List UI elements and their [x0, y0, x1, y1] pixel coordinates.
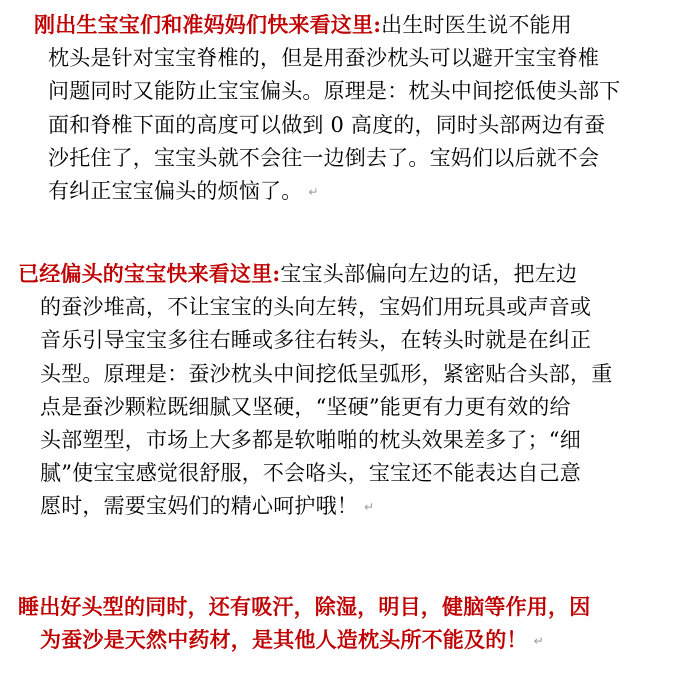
- paragraph-mark-icon: ↵: [533, 634, 544, 649]
- paragraph-mark-icon: ↵: [364, 500, 375, 515]
- heading-newborn: 刚出生宝宝们和准妈妈们快来看这里:: [34, 12, 382, 37]
- paragraph-tilted-head: [18, 257, 680, 525]
- paragraph-newborn-line-2: 枕头是针对宝宝脊椎的，但是用蚕沙枕头可以避开宝宝脊椎: [48, 46, 600, 71]
- text-line: 为蚕沙是天然中药材，是其他人造枕头所不能及的！: [40, 627, 528, 653]
- text-line: 宝宝头部偏向左边的话，把左边: [280, 262, 578, 286]
- paragraph-benefits-line-2: [18, 623, 680, 658]
- paragraph-tilted-line-1: [18, 257, 680, 291]
- paragraph-newborn-line-6: [18, 175, 680, 209]
- heading-tilted-head: 已经偏头的宝宝快来看这里:: [18, 261, 281, 286]
- paragraph-mark-icon: ↵: [308, 185, 319, 200]
- text-line: 有纠正宝宝偏头的烦恼了。: [48, 179, 303, 204]
- paragraph-tilted-line-4: 头型。原理是：蚕沙枕头中间挖低呈弧形，紧密贴合头部，重: [40, 361, 613, 386]
- paragraph-newborn-line-3: 问题同时又能防止宝宝偏头。原理是：枕头中间挖低使头部下: [48, 79, 621, 104]
- paragraph-newborn-line-5: 沙托住了，宝宝头就不会往一边倒去了。宝妈们以后就不会: [48, 145, 600, 170]
- paragraph-benefits-line-1: 睡出好头型的同时，还有吸汗，除湿，明目，健脑等作用，因: [18, 594, 591, 619]
- paragraph-tilted-line-7: 腻”使宝宝感觉很舒服，不会咯头，宝宝还不能表达自己意: [40, 461, 581, 486]
- paragraph-tilted-line-3: 音乐引导宝宝多往右睡或多往右转头，在转头时就是在纠正: [40, 328, 592, 353]
- text-line: 愿时，需要宝妈们的精心呵护哦！: [40, 494, 358, 519]
- paragraph-tilted-line-5: 点是蚕沙颗粒既细腻又坚硬，“坚硬”能更有力更有效的给: [40, 394, 571, 419]
- paragraph-tilted-line-6: 头部塑型，市场上大多都是软啪啪的枕头效果差多了；“细: [40, 428, 581, 453]
- paragraph-newborn-line-4: 面和脊椎下面的高度可以做到 0 高度的，同时头部两边有蚕: [48, 112, 606, 137]
- text-line: 出生时医生说不能用: [381, 13, 572, 37]
- paragraph-tilted-line-2: 的蚕沙堆高，不让宝宝的头向左转，宝妈们用玩具或声音或: [40, 295, 592, 320]
- paragraph-tilted-line-8: [18, 490, 680, 524]
- paragraph-newborn-line-1: [18, 8, 680, 42]
- paragraph-newborn: [18, 8, 680, 209]
- paragraph-benefits: [18, 590, 680, 658]
